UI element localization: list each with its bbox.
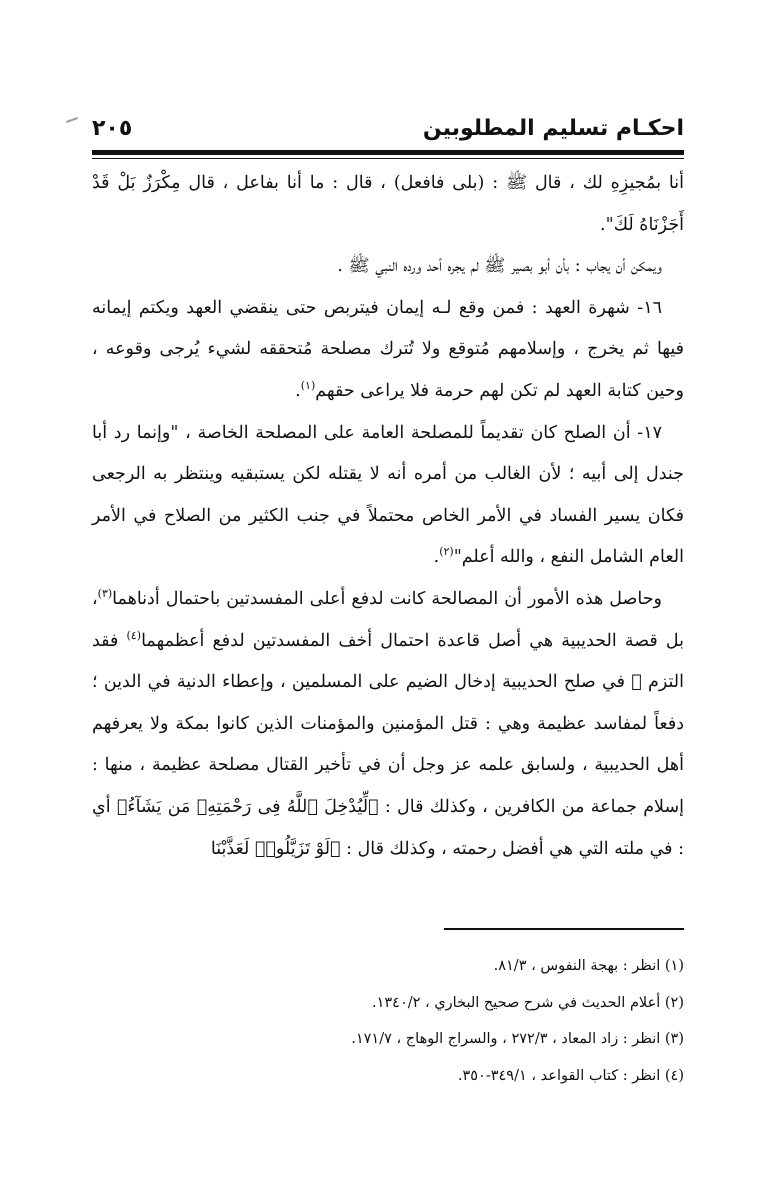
- scan-mark: [66, 117, 78, 123]
- footnotes: [92, 948, 684, 1094]
- paragraph-text: ويمكن أن يجاب : بأن أبو بصير ﷺ لم يجره أحد ورده النبي ﷺ .: [337, 256, 662, 277]
- header-rule-thin: [92, 158, 684, 159]
- paragraph: [92, 413, 684, 579]
- header-rule-thick: [92, 150, 684, 155]
- footnote: (٣) انظر : زاد المعاد ، ٢٧٢/٣ ، والسراج الوهاج ، ١٧١/٧.: [351, 1031, 684, 1047]
- paragraph-text: ١٧- أن الصلح كان تقديماً للمصلحة العامة على المصلحة الخاصة ، "وإنما رد أبا جندل إلى أبيه ؛ لأن الغالب من أمره أنه لا يقتله لكن يستبقيه وينتظر به الرجعى فكان يسير الفساد في الأمر الخاص محتملاً في جنب الكثير من الصلاح في الأمر العام الشامل النفع ، والله أعلم": [92, 422, 684, 568]
- paragraph-text-tail: .: [433, 547, 440, 568]
- header-title: احكـام تسليم المطلوبين: [422, 116, 684, 141]
- paragraph: [92, 579, 684, 870]
- paragraph-text-tail: فقد التزم ﷺ في صلح الحديبية إدخال الضيم على المسلمين ، وإعطاء الدنية في الدين ؛ دفعاً لمفاسد عظيمة وهي : قتل المؤمنين والمؤمنات الذين كانوا بمكة ولا يعرفهم أهل الحديبية ، ولسابق علمه عز وجل أن في تأخير القتال مصلحة عظيمة ، منها : إسلام جماعة من الكافرين ، وكذلك قال : ﴿لِّيُدْخِلَ ٱللَّهُ فِى رَحْمَتِهِۦ مَن يَشَآءُ﴾ أي : في ملته التي هي أفضل رحمته ، وكذلك قال : ﴿لَوْ تَزَيَّلُوا۟ لَعَذَّبْنَا: [92, 630, 684, 859]
- footnote-separator: [444, 928, 684, 930]
- footnote-ref: (٤): [126, 628, 142, 642]
- page-number: ٢٠٥: [92, 116, 133, 141]
- footnote: (١) انظر : بهجة النفوس ، ٨١/٣.: [493, 958, 684, 974]
- footnote-ref: (٢): [439, 545, 454, 559]
- body-text: [92, 163, 684, 870]
- running-header: [92, 112, 684, 152]
- paragraph-text: وحاصل هذه الأمور أن المصالحة كانت لدفع أعلى المفسدتين باحتمال أدناهما: [112, 588, 662, 609]
- footnote-ref: (٣): [97, 587, 113, 601]
- paragraph-text-middle: ، بل قصة الحديبية هي أصل قاعدة احتمال أخف المفسدتين لدفع أعظمهما: [92, 588, 685, 651]
- footnote-ref: (١): [300, 379, 316, 393]
- paragraph-text: ١٦- شهرة العهد : فمن وقع لـه إيمان فيتربص حتى ينقضي العهد ويكتم إيمانه فيها ثم يخرج ، وإسلامهم مُتوقع ولا تُترك مصلحة مُتحققه لشيء يُرجى وقوعه ، وحين كتابة العهد لم تكن لهم حرمة فلا يراعى حقهم: [92, 297, 684, 401]
- paragraph: [92, 246, 684, 288]
- paragraph-text: أنا بمُجيزِهِ لك ، قال ﷺ : (بلى فافعل) ، قال : ما أنا بفاعل ، قال مِكْرَزٌ بَلْ قَدْ أَجَزْنَاهُ لَكَ".: [92, 173, 684, 235]
- footnote: (٢) أعلام الحديث في شرح صحيح البخاري ، ١٣٤٠/٢.: [371, 994, 684, 1011]
- paragraph-text-tail: .: [295, 380, 301, 401]
- paragraph: [92, 288, 684, 413]
- paragraph: [92, 163, 684, 246]
- footnote: (٤) انظر : كتاب القواعد ، ٣٤٩/١-٣٥٠.: [457, 1067, 684, 1084]
